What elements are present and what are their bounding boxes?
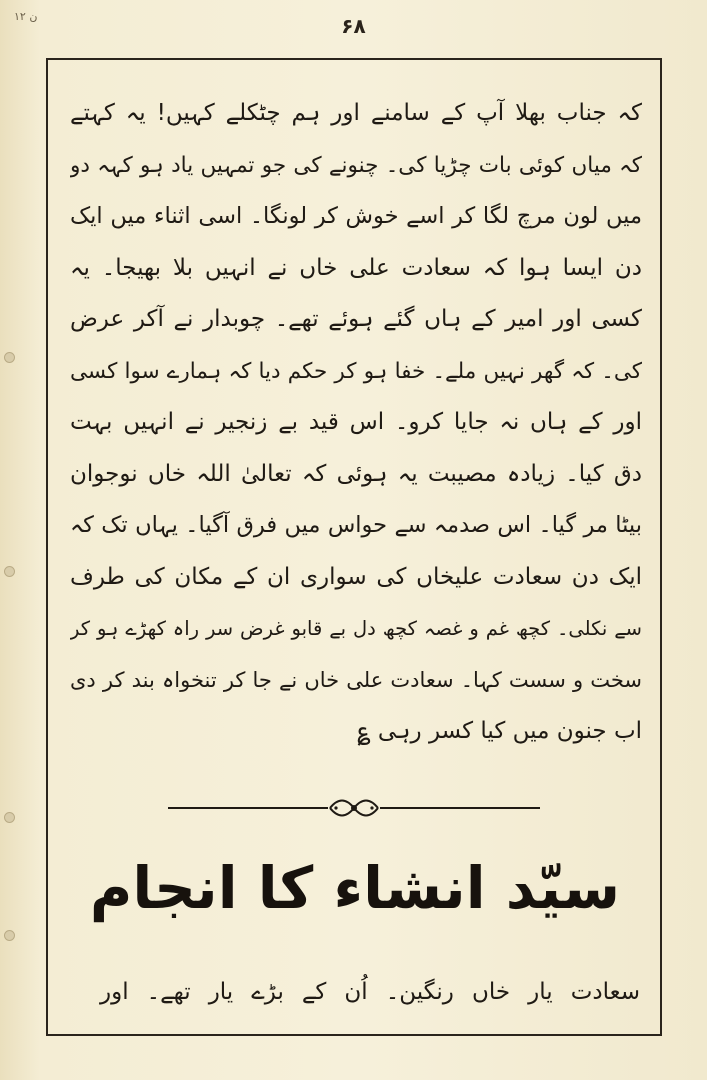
footer-text-line: سعادت یار خاں رنگین۔ اُن کے بڑے یار تھے۔ اور — [100, 979, 640, 1005]
text-line: اور کے ہاں نہ جایا کرو۔ اس قید بے زنجیر نے انہیں بہت — [70, 409, 642, 435]
text-line: کی۔ کہ گھر نہیں ملے۔ خفا ہو کر حکم دیا کہ ہمارے سوا کسی — [70, 358, 642, 384]
text-line-last: اب جنون میں کیا کسر رہی ؏ — [357, 718, 642, 744]
text-line: کہ میاں کوئی بات چڑیا کی۔ چنونے کی جو تمہیں یاد ہو کہہ دو — [70, 152, 642, 178]
section-heading: سیّد انشاء کا انجام — [89, 854, 620, 922]
text-line: کسی اور امیر کے ہاں گئے ہوئے تھے۔ چوبدار نے آکر عرض — [70, 306, 642, 332]
text-line: بیٹا مر گیا۔ اس صدمہ سے حواس میں فرق آگیا۔ یہاں تک کہ — [70, 512, 642, 538]
binding-hole — [4, 352, 15, 363]
text-line: دق کیا۔ زیادہ مصیبت یہ ہوئی کہ تعالیٰ اللہ خاں نوجوان — [70, 460, 642, 487]
binding-hole — [4, 812, 15, 823]
corner-mark: ن ۱۲ — [14, 10, 38, 23]
text-line: سخت و سست کہا۔ سعادت علی خاں نے جا کر تنخواہ بند کر دی — [70, 667, 642, 692]
section-divider-ornament — [168, 796, 540, 820]
text-line: سے نکلی۔ کچھ غم و غصہ کچھ دل بے قابو غرض سر راہ کھڑے ہو کر — [70, 617, 642, 640]
page-number: ۶۸ — [341, 14, 366, 38]
text-line: ایک دن سعادت علیخاں کی سواری ان کے مکان کی طرف — [70, 563, 642, 590]
text-line: دن ایسا ہوا کہ سعادت علی خاں نے انہیں بلا بھیجا۔ یہ — [70, 254, 642, 281]
text-line: کہ جناب بھلا آپ کے سامنے اور ہم چٹکلے کہیں! یہ کہتے — [70, 100, 642, 126]
text-line: میں لون مرچ لگا کر اسے خوش کر لونگا۔ اسی اثناء میں ایک — [70, 203, 642, 229]
body-text — [70, 88, 642, 758]
binding-hole — [4, 566, 15, 577]
binding-hole — [4, 930, 15, 941]
